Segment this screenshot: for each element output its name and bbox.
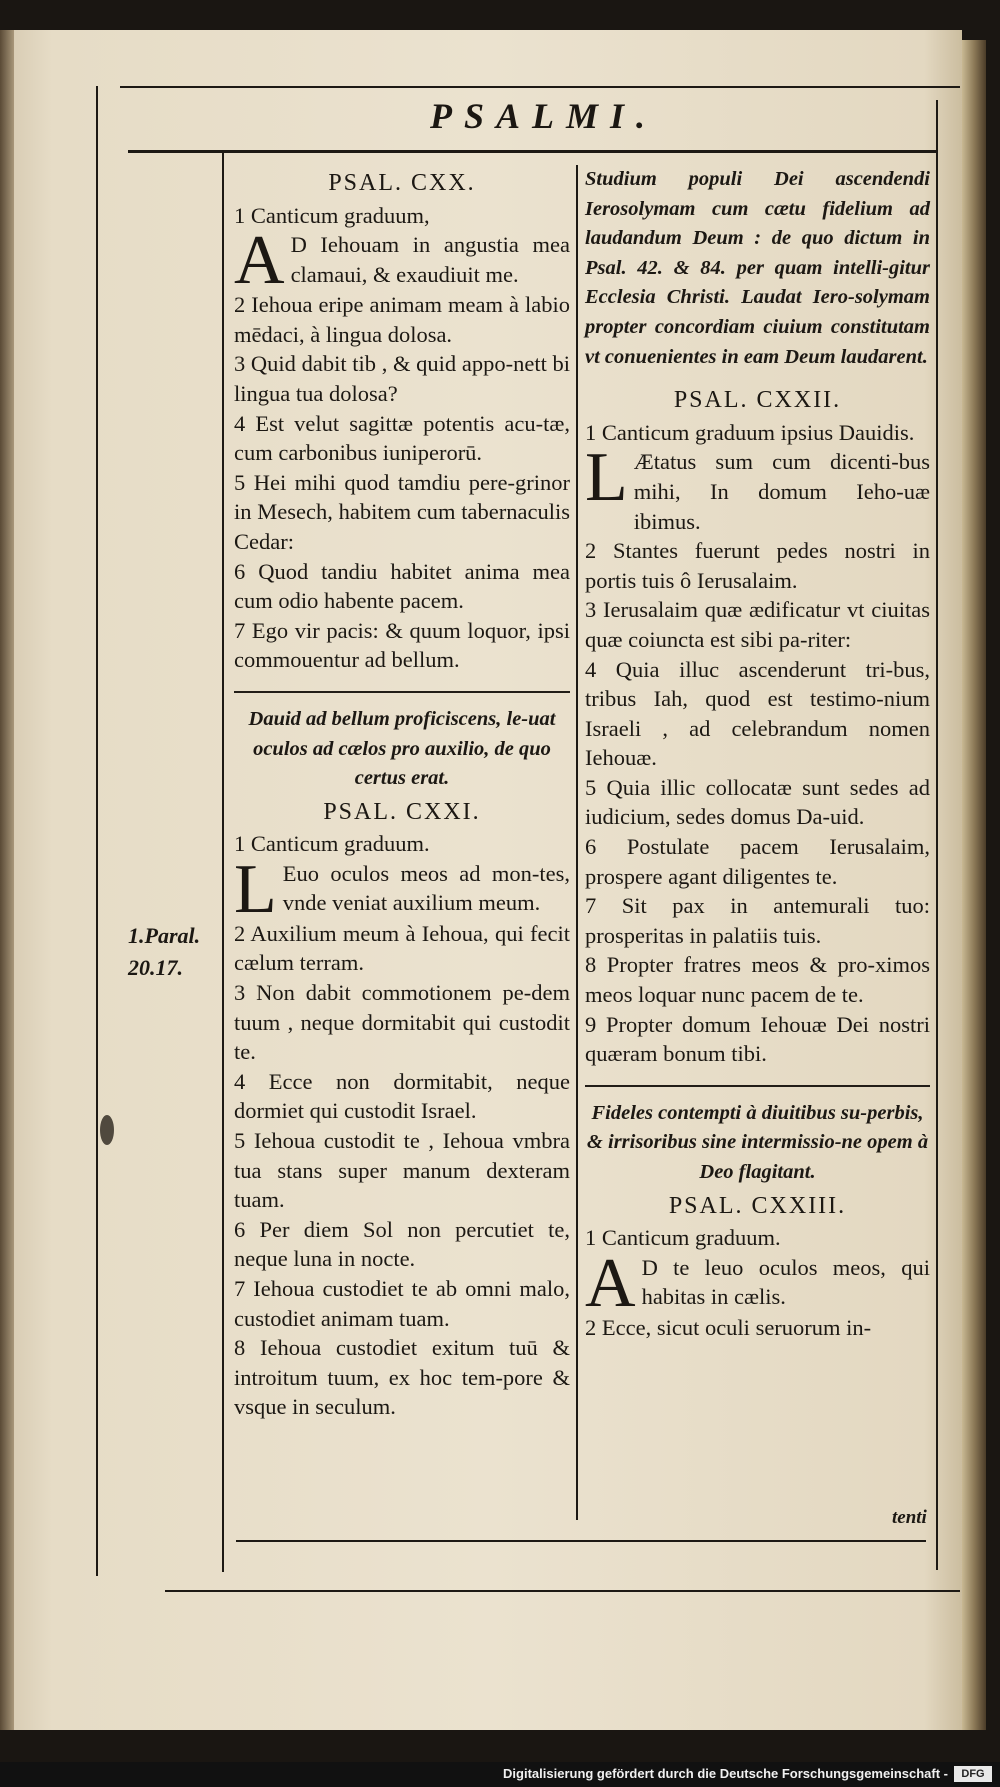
psalm-120-verse: 2 Iehoua eripe animam meam à labio mēdaci, à lingua dolosa. [234,292,570,347]
opening-text: Euo oculos meos ad mon-tes, vnde veniat auxilium meum. [282,860,570,916]
psalm-123-verse: 2 Ecce, sicut oculi seruorum in- [585,1314,872,1340]
catchword: tenti [892,1507,927,1528]
right-column [585,165,930,1342]
column-divider-rule [576,165,578,1520]
inner-left-rule [222,152,224,1572]
text-bottom-rule [236,1540,926,1542]
dfg-logo-icon: DFG [954,1766,992,1782]
drop-cap: A [585,1244,636,1322]
psalm-121-title: PSAL. CXXI. [323,798,481,825]
psalm-122-verse: 2 Stantes fuerunt pedes nostri in portis tuis ô Ierusalaim. [585,538,930,593]
drop-cap: L [585,439,628,517]
psalm-121-verse-1: 1 Canticum graduum. [234,831,430,857]
section-divider [234,691,570,693]
ink-blot [100,1115,114,1145]
psalm-122-verse: 7 Sit pax in antemurali tuo: prosperitas in palatiis tuis. [585,893,930,948]
psalm-122-verse-1: 1 Canticum graduum ipsius Dauidis. [585,419,915,445]
page-right-edge [962,40,986,1730]
left-column [234,165,570,1422]
running-title: PSALMI. [430,96,658,136]
top-rule [120,86,960,88]
psalm-120-opening [234,222,570,300]
psalm-123-verse-1: 1 Canticum graduum. [585,1225,781,1251]
opening-text: D te leuo oculos meos, qui habitas in cælis. [641,1254,930,1310]
psalm-121-opening [234,850,570,928]
psalm-121-verse: 2 Auxilium meum à Iehoua, qui fecit cælum terram. [234,920,570,976]
psalm-121-verse: 5 Iehoua custodit te , Iehoua vmbra tua stans super manum dexteram tuam. [234,1128,570,1213]
psalm-122-verse: 3 Ierusalaim quæ ædificatur vt ciuitas quæ coiuncta est sibi pa-riter: [585,597,930,652]
psalm-121-verse: 6 Per diem Sol non percutiet te, neque luna in nocte. [234,1216,570,1272]
psalm-121-verse: 8 Iehoua custodiet exitum tuū & introitum tuum, ex hoc tem-pore & vsque in seculum. [234,1335,570,1420]
drop-cap: L [234,850,277,928]
footer-credit: Digitalisierung gefördert durch die Deutsche Forschungsgemeinschaft - [503,1766,948,1781]
psalm-121-verse: 3 Non dabit commotionem pe-dem tuum , neque dormitabit qui custodit te. [234,980,570,1065]
psalm-121-verse: 4 Ecce non dormitabit, neque dormiet qui custodit Israel. [234,1068,570,1124]
psalm-120-title: PSAL. CXX. [328,170,476,196]
header-rule [128,150,936,153]
margin-note: 1.Paral. 20.17. [128,923,201,980]
psalm-120-verse: 5 Hei mihi quod tamdiu pere-grinor in Mesech, habitem cum tabernaculis Cedar: [234,469,570,554]
psalm-123-opening [585,1244,930,1322]
page-left-edge [0,30,14,1730]
psalm-122-verse: 4 Quia illuc ascenderunt tri-bus, tribus Iah, quod est testimo-nium Israeli , ad celebrandum nomen Iehouæ. [585,656,930,771]
psalm-120-verse-1: 1 Canticum graduum, [234,202,430,228]
left-frame-rule [96,86,98,1576]
opening-text: D Iehouam in angustia mea clamaui, & exaudiuit me. [290,232,570,287]
drop-cap: A [234,222,285,300]
psalm-123-summary: Fideles contempti à diuitibus su-perbis, & irrisoribus sine intermissio-ne opem à Deo flagitant. [586,1101,929,1183]
psalm-122-title: PSAL. CXXII. [673,387,842,414]
psalm-122-verse: 8 Propter fratres meos & pro-ximos meos loquar nunc pacem de te. [585,952,930,1008]
psalm-122-summary: Studium populi Dei ascendendi Ierosolymam cum cætu fidelium ad laudandum Deum : de quo dictum in Psal. 42. & 84. per quam intelli-gitur Ecclesia Christi. Laudat Iero-solymam propter concordiam ciuium constitutam vt conuenientes in eam Deum laudarent. [585,168,930,368]
psalm-122-verse: 9 Propter domum Iehouæ Dei nostri quæram bonum tibi. [585,1011,930,1067]
psalm-120-verse: 7 Ego vir pacis: & quum loquor, ipsi commouentur ad bellum. [234,617,570,673]
psalm-120-verse: 4 Est velut sagittæ potentis acu-tæ, cum carbonibus iuniperorū. [234,410,570,466]
psalm-121-summary: Dauid ad bellum proficiscens, le-uat oculos ad cælos pro auxilio, de quo certus erat. [248,707,556,790]
psalm-122-verse: 5 Quia illic collocatæ sunt sedes ad iudicium, sedes domus Da-uid. [585,774,930,830]
psalm-120-verse: 3 Quid dabit tib , & quid appo-nett bi lingua tua dolosa? [234,351,570,406]
right-frame-rule [936,100,938,1570]
digitization-footer [0,1762,1000,1787]
psalm-122-verse: 6 Postulate pacem Ierusalaim, prospere agant diligentes te. [585,834,930,889]
bottom-frame-rule [165,1590,960,1592]
psalm-123-title: PSAL. CXXIII. [668,1192,847,1219]
psalm-121-verse: 7 Iehoua custodiet te ab omni malo, custodiet animam tuam. [234,1276,570,1331]
psalm-122-opening [585,439,930,536]
psalm-120-verse: 6 Quod tandiu habitet anima mea cum odio habente pacem. [234,558,570,614]
opening-text: Ætatus sum cum dicenti-bus mihi, In domum Ieho-uæ ibimus. [633,449,930,534]
section-divider [585,1085,930,1087]
